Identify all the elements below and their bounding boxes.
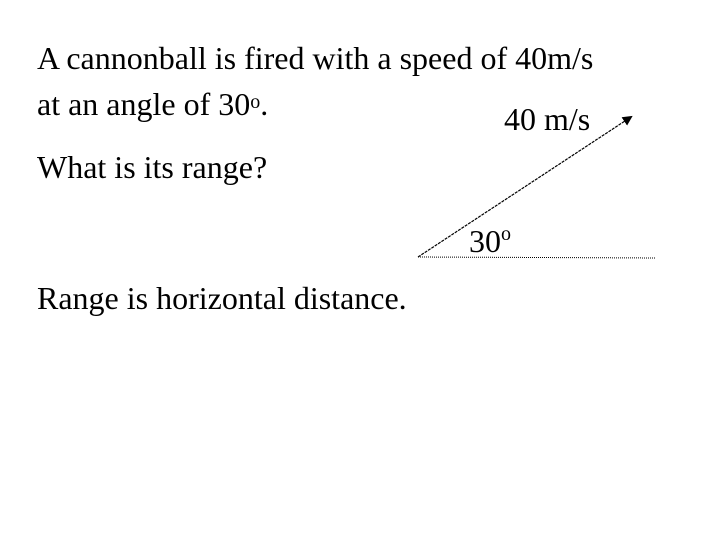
angle-degree-symbol: o <box>501 223 511 245</box>
ground-line <box>418 257 656 258</box>
angle-value: 30 <box>469 223 501 259</box>
speed-label: 40 m/s <box>504 101 591 137</box>
degree-symbol: o <box>250 91 261 113</box>
sentence-period: . <box>260 86 269 122</box>
range-definition-text: Range is horizontal distance. <box>37 280 407 316</box>
question-text: What is its range? <box>37 149 268 185</box>
angle-label <box>469 223 511 259</box>
angle-text: at an angle of 30 <box>37 86 251 122</box>
problem-statement-line-1: A cannonball is fired with a speed of 40m/s <box>37 40 594 76</box>
velocity-vector-arrow <box>418 117 631 257</box>
